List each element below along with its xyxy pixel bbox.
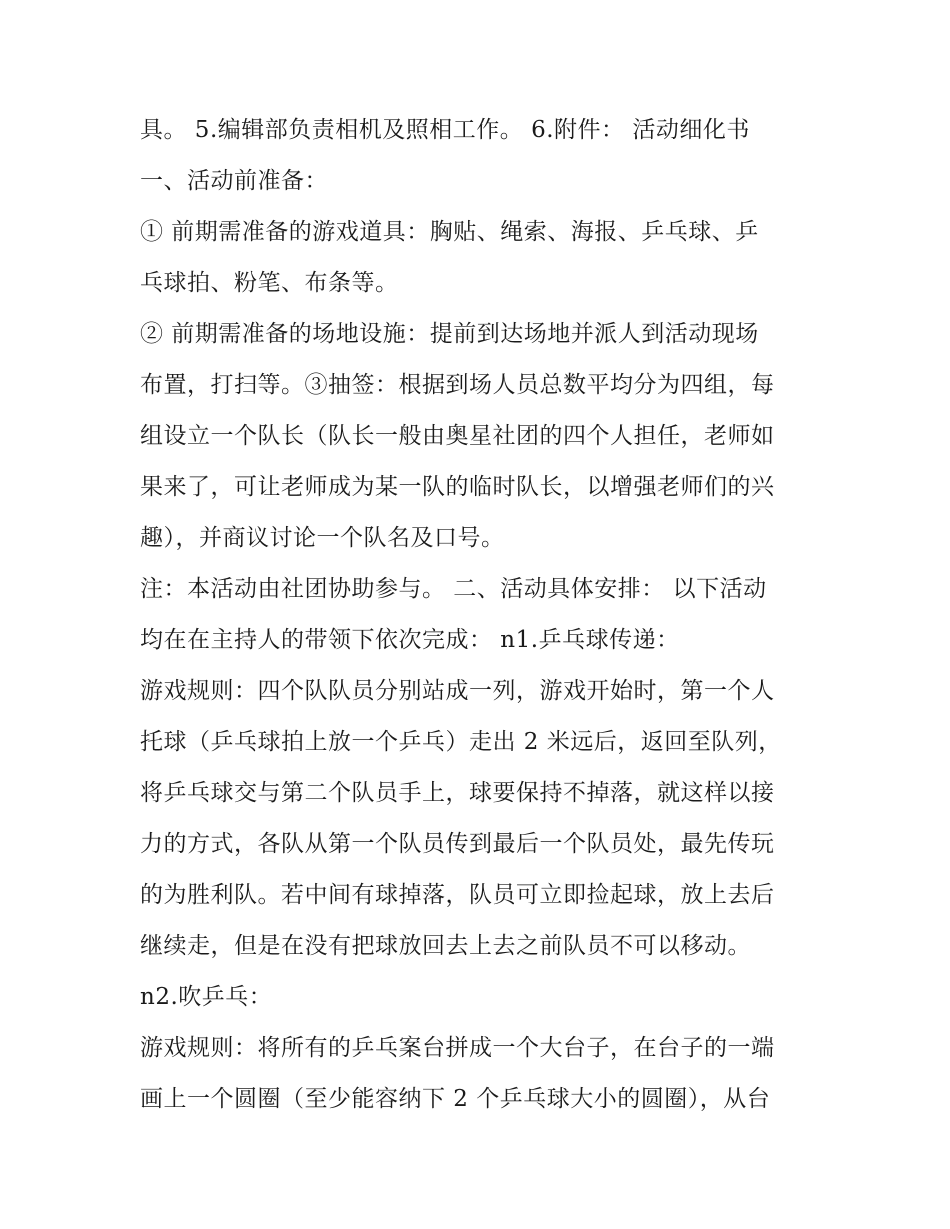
text-line: 趣），并商议讨论一个队名及口号。 — [140, 525, 505, 551]
text-line: ② 前期需准备的场地设施：提前到达场地并派人到活动现场 — [140, 321, 759, 347]
text-line: 具。 5.编辑部负责相机及照相工作。 6.附件： 活动细化书 — [140, 117, 750, 143]
text-line: ① 前期需准备的游戏道具：胸贴、绳索、海报、乒乓球、乒 — [140, 219, 759, 245]
text-line: 力的方式，各队从第一个队员传到最后一个队员处，最先传玩 — [140, 831, 775, 857]
text-line: 果来了，可让老师成为某一队的临时队长，以增强老师们的兴 — [140, 474, 775, 500]
text-line: n2.吹乒乓： — [140, 984, 273, 1010]
text-line: 将乒乓球交与第二个队员手上，球要保持不掉落，就这样以接 — [140, 780, 775, 806]
text-line: 注：本活动由社团协助参与。 二、活动具体安排： 以下活动 — [140, 576, 767, 602]
document-body — [140, 108, 820, 1128]
text-line: 继续走，但是在没有把球放回去上去之前队员不可以移动。 — [140, 933, 751, 959]
text-line: 一、活动前准备： — [140, 168, 328, 194]
text-line: 乓球拍、粉笔、布条等。 — [140, 270, 399, 296]
text-line: 均在在主持人的带领下依次完成： n1.乒乓球传递： — [140, 627, 680, 653]
text-line: 游戏规则：将所有的乒乓案台拼成一个大台子，在台子的一端 — [140, 1035, 775, 1061]
text-line: 游戏规则：四个队队员分别站成一列，游戏开始时，第一个人 — [140, 678, 775, 704]
text-line: 托球（乒乓球拍上放一个乒乓）走出 2 米远后，返回至队列， — [140, 729, 782, 755]
text-line: 布置，打扫等。③抽签：根据到场人员总数平均分为四组，每 — [140, 372, 775, 398]
text-line: 的为胜利队。若中间有球掉落，队员可立即捡起球，放上去后 — [140, 882, 775, 908]
text-line: 画上一个圆圈（至少能容纳下 2 个乒乓球大小的圆圈），从台 — [140, 1086, 771, 1112]
text-line: 组设立一个队长（队长一般由奥星社团的四个人担任，老师如 — [140, 423, 775, 449]
